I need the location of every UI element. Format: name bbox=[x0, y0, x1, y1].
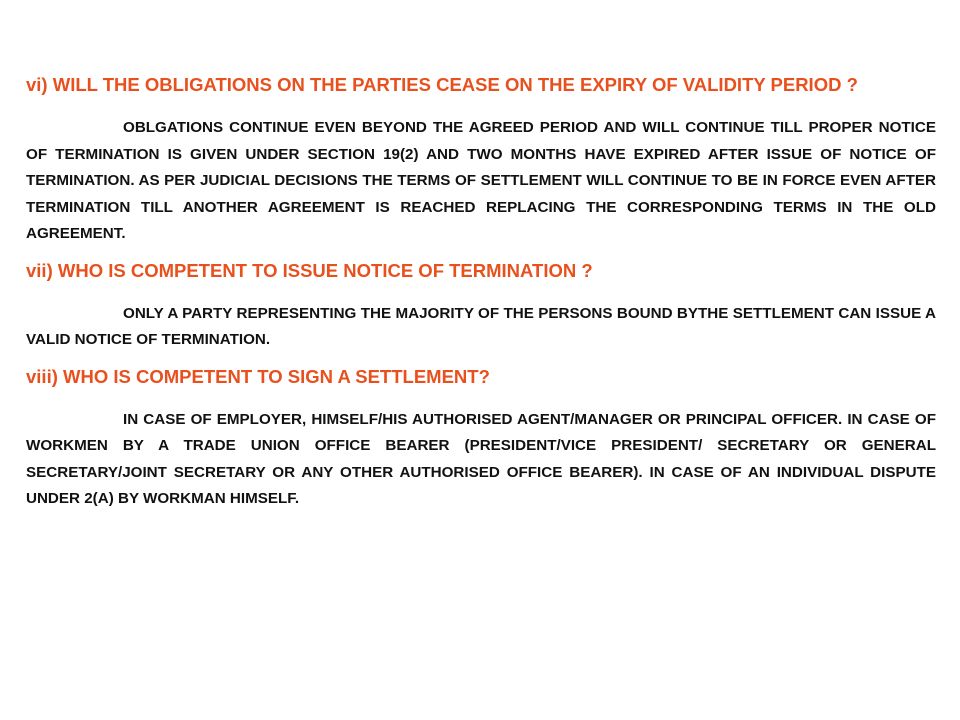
section-body-vii: ONLY A PARTY REPRESENTING THE MAJORITY OF THE PERSONS BOUND BYTHE SETTLEMENT CAN ISSUE A VALID NOTICE OF TERMINATION. bbox=[26, 304, 936, 348]
section-heading-vi: vi) WILL THE OBLIGATIONS ON THE PARTIES CEASE ON THE EXPIRY OF VALIDITY PERIOD ? bbox=[26, 74, 858, 95]
section-heading-viii: viii) WHO IS COMPETENT TO SIGN A SETTLEMENT? bbox=[26, 365, 490, 387]
slide-content bbox=[26, 70, 936, 513]
section-heading-vii: vii) WHO IS COMPETENT TO ISSUE NOTICE OF TERMINATION ? bbox=[26, 259, 593, 281]
section-body-vi: OBLGATIONS CONTINUE EVEN BEYOND THE AGREED PERIOD AND WILL CONTINUE TILL PROPER NOTICE OF TERMINATION IS GIVEN UNDER SECTION 19(2) AND TWO MONTHS HAVE EXPIRED AFTER ISSUE OF NOTICE OF TERMINATION. AS PER JUDICIAL DECISIONS THE TERMS OF SETTLEMENT WILL CONTINUE TO BE IN FORCE EVEN AFTER TERMINATION TILL ANOTHER AGREEMENT IS REACHED REPLACING THE CORRESPONDING TERMS IN THE OLD AGREEMENT. bbox=[26, 119, 936, 242]
section-body-viii: IN CASE OF EMPLOYER, HIMSELF/HIS AUTHORISED AGENT/MANAGER OR PRINCIPAL OFFICER. IN CASE OF WORKMEN BY A TRADE UNION OFFICE BEARER (PRESIDENT/VICE PRESIDENT/ SECRETARY OR GENERAL SECRETARY/JOINT SECRETARY OR ANY OTHER AUTHORISED OFFICE BEARER). IN CASE OF AN INDIVIDUAL DISPUTE UNDER 2(A) BY WORKMAN HIMSELF. bbox=[26, 410, 936, 507]
